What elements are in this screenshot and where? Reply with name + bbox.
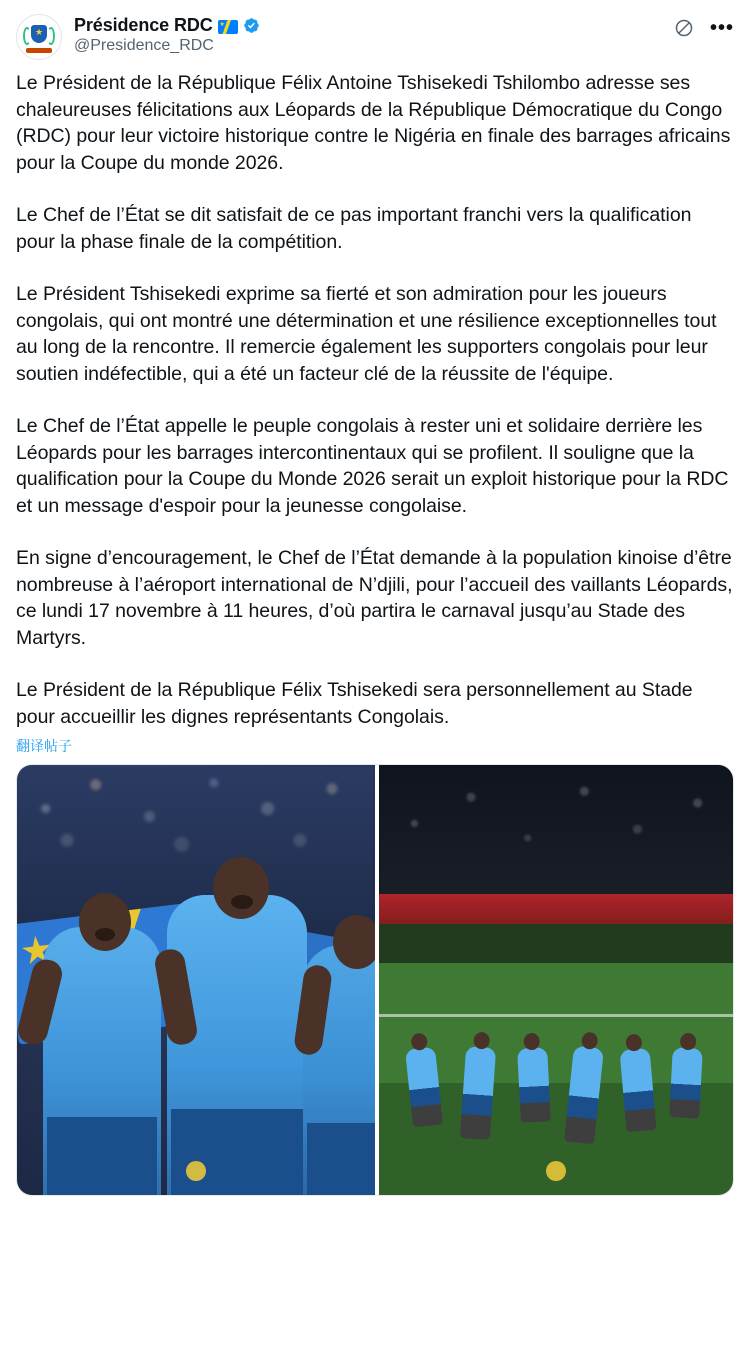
author-handle[interactable]: @Presidence_RDC [74,37,214,54]
tweet-media-grid [16,764,734,1196]
photo-team-running-on-pitch[interactable] [379,765,733,1195]
verified-badge-icon [243,17,260,34]
photo-watermark-icon [546,1161,566,1181]
tweet-header-actions [674,14,734,38]
tweet-paragraph: Le Chef de l’État appelle le peuple congolais à rester uni et solidaire derrière les Léopards pour les barrages intercontinentaux qui se profilent. Il souligne que la qualification pour la Coupe du Monde 2026 serait un exploit historique pour la RDC et un message d'espoir pour la jeunesse congolaise. [16,415,729,517]
presidency-crest-avatar: ★ [22,21,56,53]
more-options-icon[interactable]: ••• [709,17,734,39]
tweet-paragraph: En signe d’encouragement, le Chef de l’État demande à la population kinoise d’être nombreuse à l’aéroport international de N’djili, pour l’accueil des vaillants Léopards, ce lundi 17 novembre à 11 heures, d’où partira le carnaval jusqu’au Stade des Martyrs. [16,547,733,649]
author-name-row [74,15,662,36]
tweet-header [16,14,734,60]
author-display-name[interactable]: Présidence RDC [74,15,213,35]
tweet-paragraph: Le Chef de l’État se dit satisfait de ce pas important franchi vers la qualification pour la phase finale de la compétition. [16,204,692,253]
author-names [74,14,662,55]
tweet-text [16,70,734,730]
photo-watermark-icon [186,1161,206,1181]
flag-drc-icon [218,20,238,34]
tweet-paragraph: Le Président de la République Félix Tshisekedi sera personnellement au Stade pour accueillir les dignes représentants Congolais. [16,679,693,728]
photo-players-celebrating-with-flag[interactable] [17,765,375,1195]
translate-post-link[interactable]: 翻译帖子 [16,738,72,754]
grok-actions-icon[interactable] [674,18,694,38]
tweet-paragraph: Le Président de la République Félix Antoine Tshisekedi Tshilombo adresse ses chaleureuses félicitations aux Léopards de la République Démocratique du Congo (RDC) pour leur victoire historique contre le Nigéria en finale des barrages africains pour la Coupe du monde 2026. [16,72,731,174]
tweet-paragraph: Le Président Tshisekedi exprime sa fierté et son admiration pour les joueurs congolais, qui ont montré une détermination et une résilience exceptionnelles tout au long de la rencontre. Il remercie également les supporters congolais pour leur soutien indéfectible, qui a été un facteur clé de la réussite de l'équipe. [16,283,717,385]
avatar[interactable] [16,14,62,60]
